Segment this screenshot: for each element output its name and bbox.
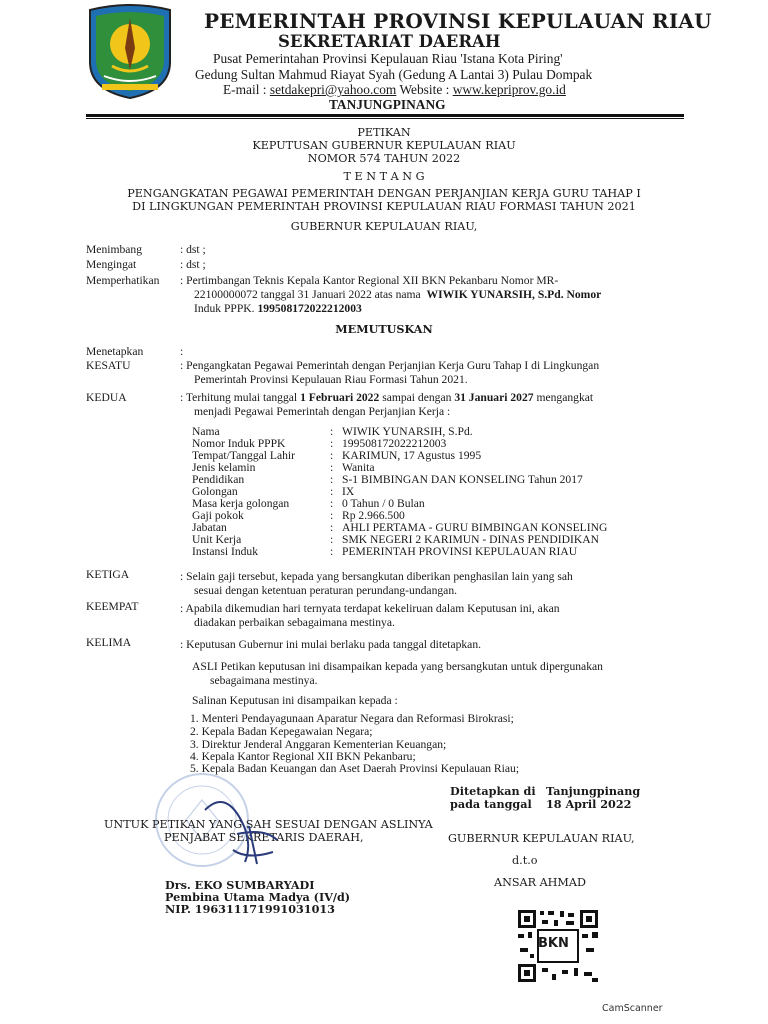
detail-value: S-1 BIMBINGAN DAN KONSELING Tahun 2017	[342, 473, 583, 486]
header-address-2: Gedung Sultan Mahmud Riayat Syah (Gedung A Lantai 3) Pulau Dompak	[195, 67, 593, 82]
kedua-text-a: : Terhitung mulai tanggal	[180, 391, 298, 404]
header-rule-thick	[86, 114, 684, 117]
header-address-1: Pusat Pemerintahan Provinsi Kepulauan Riau 'Istana Kota Piring'	[213, 51, 563, 66]
decree-subject-1: PENGANGKATAN PEGAWAI PEMERINTAH DENGAN PERJANJIAN KERJA GURU TAHAP I	[127, 187, 641, 200]
kesatu-label: KESATU	[86, 359, 131, 372]
header-contact	[223, 82, 566, 98]
signature	[145, 780, 305, 880]
detail-colon: :	[330, 425, 334, 438]
ketiga-label: KETIGA	[86, 568, 130, 581]
salinan-item: 4. Kepala Kantor Regional XII BKN Pekanbaru;	[190, 750, 416, 763]
ketiga-line-2: sesuai dengan ketentuan peraturan perundang-undangan.	[194, 584, 458, 597]
detail-colon: :	[330, 545, 334, 558]
salinan-item: 3. Direktur Jenderal Anggaran Kementerian Keuangan;	[190, 738, 447, 751]
detail-value: 199508172022212003	[342, 437, 447, 450]
memperhatikan-label: Memperhatikan	[86, 274, 160, 287]
detail-colon: :	[330, 509, 334, 522]
governor-sign-title: GUBERNUR KEPULAUAN RIAU,	[448, 832, 635, 845]
detail-label: Gaji pokok	[192, 509, 244, 522]
memperhatikan-text: 22100000072 tanggal 31 Januari 2022 atas nama	[194, 288, 421, 301]
decree-number: NOMOR 574 TAHUN 2022	[307, 152, 461, 165]
salinan-item: 2. Kepala Badan Kepegawaian Negara;	[190, 725, 373, 738]
detail-colon: :	[330, 449, 334, 462]
header-title: PEMERINTAH PROVINSI KEPULAUAN RIAU	[204, 9, 712, 33]
keempat-line-1: : Apabila dikemudian hari ternyata terdapat kekeliruan dalam Keputusan ini, akan	[180, 602, 560, 615]
detail-label: Pendidikan	[192, 473, 245, 486]
detail-label: Jabatan	[192, 521, 227, 534]
detail-value: WIWIK YUNARSIH, S.Pd.	[342, 425, 473, 438]
detail-label: Golongan	[192, 485, 238, 498]
detail-label: Jenis kelamin	[192, 461, 256, 474]
ditetapkan-label: Ditetapkan di	[450, 784, 536, 798]
kedua-line-2: menjadi Pegawai Pemerintah dengan Perjanjian Kerja :	[194, 405, 451, 418]
detail-value: 0 Tahun / 0 Bulan	[342, 497, 425, 510]
salinan-item: 5. Kepala Badan Keuangan dan Aset Daerah Provinsi Kepulauan Riau;	[190, 762, 520, 775]
kesatu-line-2: Pemerintah Provinsi Kepulauan Riau Formasi Tahun 2021.	[194, 373, 468, 386]
memperhatikan-line-3	[194, 302, 362, 315]
dto-label: d.t.o	[512, 854, 538, 867]
kesatu-line-1: : Pengangkatan Pegawai Pemerintah dengan Perjanjian Kerja Guru Tahap I di Lingkungan	[180, 359, 600, 372]
kedua-end-date: 31 Januari 2027	[454, 391, 534, 404]
header-rule-thin	[86, 118, 684, 119]
detail-colon: :	[330, 437, 334, 450]
email-label: E-mail :	[223, 82, 270, 97]
mengingat-value: : dst ;	[180, 258, 206, 271]
menetapkan-label: Menetapkan	[86, 345, 144, 358]
detail-value: AHLI PERTAMA - GURU BIMBINGAN KONSELING	[342, 521, 608, 534]
scanner-watermark: CamScanner	[602, 1003, 663, 1014]
detail-value: SMK NEGERI 2 KARIMUN - DINAS PENDIDIKAN	[342, 533, 599, 546]
decree-subject-2: DI LINGKUNGAN PEMERINTAH PROVINSI KEPULAUAN RIAU FORMASI TAHUN 2021	[132, 200, 636, 213]
detail-colon: :	[330, 497, 334, 510]
asli-line-2: sebagaimana mestinya.	[210, 674, 318, 687]
kedua-text-c: mengangkat	[536, 391, 594, 404]
memperhatikan-nip: 199508172022212003	[257, 302, 362, 315]
detail-label: Nama	[192, 425, 220, 438]
kedua-label: KEDUA	[86, 391, 127, 404]
kelima-label: KELIMA	[86, 636, 132, 649]
detail-label: Nomor Induk PPPK	[192, 437, 286, 450]
header-city: TANJUNGPINANG	[329, 97, 446, 112]
ketiga-line-1: : Selain gaji tersebut, kepada yang bersangkutan diberikan penghasilan lain yang sah	[180, 570, 573, 583]
secretary-title: PENJABAT SEKRETARIS DAERAH,	[164, 831, 364, 844]
header-subtitle: SEKRETARIAT DAERAH	[278, 32, 501, 51]
memutuskan-heading: MEMUTUSKAN	[335, 322, 433, 336]
detail-label: Masa kerja golongan	[192, 497, 290, 510]
detail-colon: :	[330, 485, 334, 498]
keempat-label: KEEMPAT	[86, 600, 139, 613]
detail-label: Unit Kerja	[192, 533, 242, 546]
detail-value: PEMERINTAH PROVINSI KEPULAUAN RIAU	[342, 545, 578, 558]
salinan-intro: Salinan Keputusan ini disampaikan kepada :	[192, 694, 398, 707]
qr-center-label: BKN	[538, 936, 569, 951]
keempat-line-2: diadakan perbaikan sebagaimana mestinya.	[194, 616, 395, 629]
kedua-line-1	[180, 391, 593, 404]
province-logo	[86, 4, 174, 100]
detail-label: Tempat/Tanggal Lahir	[192, 449, 296, 462]
signer-name: Drs. EKO SUMBARYADI	[165, 878, 315, 892]
salinan-item: 1. Menteri Pendayagunaan Aparatur Negara dan Reformasi Birokrasi;	[190, 712, 514, 725]
detail-colon: :	[330, 473, 334, 486]
decree-title: KEPUTUSAN GUBERNUR KEPULAUAN RIAU	[252, 139, 516, 152]
mengingat-label: Mengingat	[86, 258, 137, 271]
kedua-start-date: 1 Februari 2022	[300, 391, 380, 404]
memperhatikan-nip-label: Induk PPPK.	[194, 302, 255, 315]
website-label: Website :	[396, 82, 453, 97]
governor-heading: GUBERNUR KEPULAUAN RIAU,	[290, 220, 478, 233]
detail-label: Instansi Induk	[192, 545, 259, 558]
menetapkan-colon: :	[180, 345, 184, 358]
website-link[interactable]: www.kepriprov.go.id	[452, 82, 566, 97]
memperhatikan-name: WIWIK YUNARSIH, S.Pd. Nomor	[426, 288, 602, 301]
detail-value: KARIMUN, 17 Agustus 1995	[342, 449, 482, 462]
email-link[interactable]: setdakepri@yahoo.com	[269, 82, 397, 97]
kelima-line-1: : Keputusan Gubernur ini mulai berlaku pada tanggal ditetapkan.	[180, 638, 482, 651]
memperhatikan-line-2	[194, 288, 601, 301]
tanggal-value: 18 April 2022	[546, 797, 632, 811]
petikan-label: PETIKAN	[357, 126, 411, 139]
authentication-line: UNTUK PETIKAN YANG SAH SESUAI DENGAN ASLINYA	[104, 818, 433, 831]
ditetapkan-value: Tanjungpinang	[546, 784, 641, 798]
menimbang-value: : dst ;	[180, 243, 206, 256]
detail-colon: :	[330, 521, 334, 534]
detail-colon: :	[330, 533, 334, 546]
tentang-label: T E N T A N G	[343, 170, 425, 183]
menimbang-label: Menimbang	[86, 243, 143, 256]
asli-line-1: ASLI Petikan keputusan ini disampaikan kepada yang bersangkutan untuk dipergunakan	[192, 660, 603, 673]
detail-value: Wanita	[342, 461, 375, 474]
governor-name: ANSAR AHMAD	[494, 876, 586, 889]
detail-colon: :	[330, 461, 334, 474]
detail-value: Rp 2.966.500	[342, 509, 405, 522]
kedua-text-b: sampai dengan	[382, 391, 452, 404]
tanggal-label: pada tanggal	[450, 797, 532, 811]
detail-value: IX	[342, 485, 355, 498]
memperhatikan-line-1: : Pertimbangan Teknis Kepala Kantor Regional XII BKN Pekanbaru Nomor MR-	[180, 274, 559, 287]
signer-nip: NIP. 196311171991031013	[165, 902, 335, 916]
signer-rank: Pembina Utama Madya (IV/d)	[165, 890, 351, 904]
